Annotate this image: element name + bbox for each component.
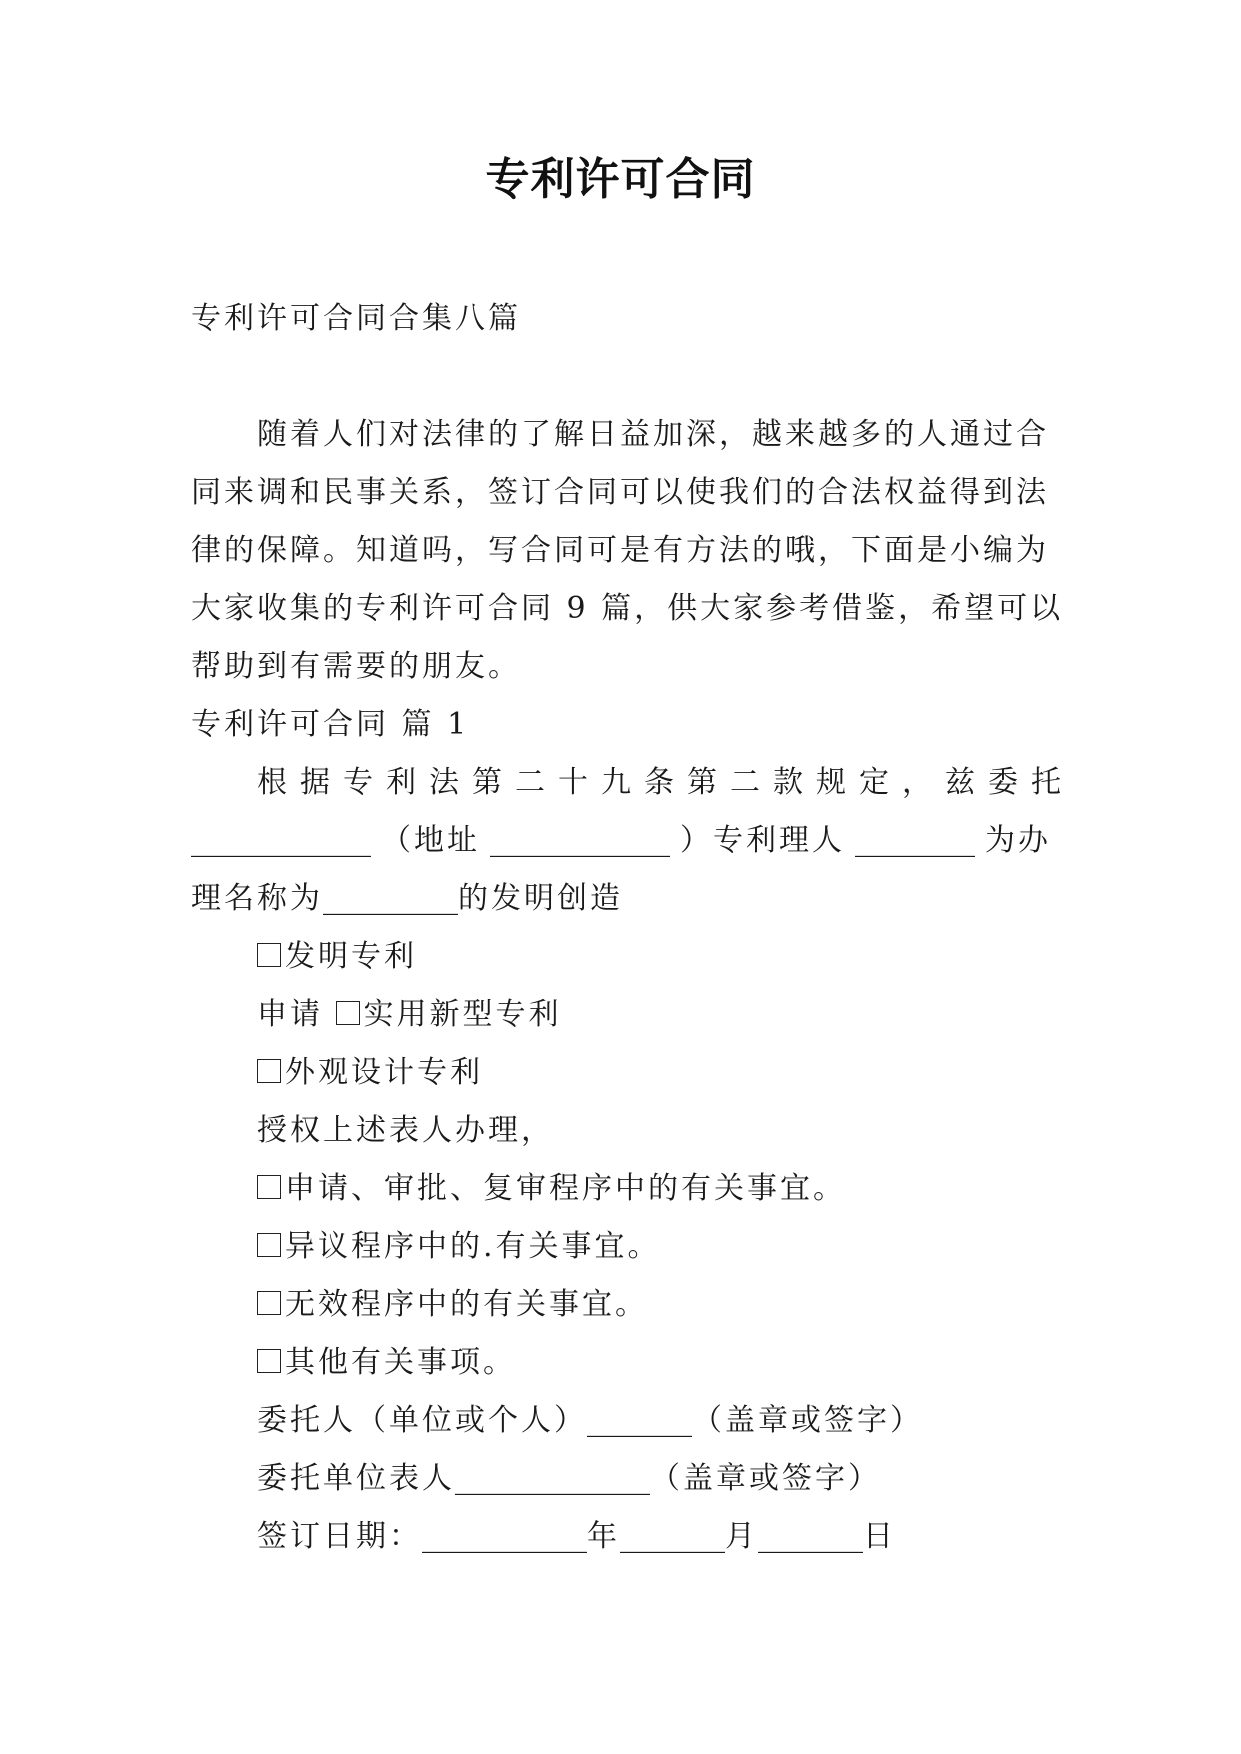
option-invention [191,928,1051,986]
intro-line-1: 随着人们对法律的了解日益加深，越来越多的人通过合 [257,417,1049,452]
invention-name-label: 理名称为 [191,881,323,916]
intro-line-2: 同来调和民事关系，签订合同可以使我们的合法权益得到法 [191,475,1049,510]
address-label: （地址 [381,823,480,858]
option-utility [191,986,1051,1044]
section-heading: 专利许可合同 篇 1 [191,707,470,742]
option-item-4-label: 其他有关事项。 [285,1345,516,1380]
option-item-3 [191,1276,1051,1334]
signature-principal [191,1392,1051,1450]
principal-note: （盖章或签字） [692,1403,923,1438]
signature-unit [191,1450,1051,1508]
clause-line-2 [191,812,1051,870]
option-item-2-label: 异议程序中的.有关事宜。 [285,1229,661,1264]
day-label: 日 [863,1519,896,1554]
checkbox-utility[interactable] [336,1001,360,1025]
option-item-3-label: 无效程序中的有关事宜。 [285,1287,648,1322]
year-label: 年 [587,1519,620,1554]
option-invention-label: 发明专利 [285,939,417,974]
intro-line-5: 帮助到有需要的朋友。 [191,649,521,684]
year-blank: ___________ [422,1519,587,1554]
option-design-label: 外观设计专利 [285,1055,483,1090]
checkbox-item-1[interactable] [257,1175,281,1199]
principal-name-blank: ____________ [191,823,371,858]
month-label: 月 [725,1519,758,1554]
address-blank: ____________ [490,823,670,858]
intro-line-3: 律的保障。知道吗，写合同可是有方法的哦，下面是小编为 [191,533,1049,568]
option-item-1-label: 申请、审批、复审程序中的有关事宜。 [285,1171,846,1206]
clause-line-1: 根据专利法第二十九条第二款规定，兹委托 [257,765,1074,800]
checkbox-item-4[interactable] [257,1349,281,1373]
option-item-4 [191,1334,1051,1392]
month-blank: _______ [620,1519,725,1554]
principal-signature-blank: _______ [587,1403,692,1438]
agent-label: ）专利理人 [680,823,845,858]
document-title: 专利许可合同 [485,154,756,205]
agent-blank: ________ [855,823,975,858]
option-item-2 [191,1218,1051,1276]
option-item-1 [191,1160,1051,1218]
invention-name-blank: _________ [323,881,458,916]
handle-label: 为办 [985,823,1051,858]
day-blank: _______ [758,1519,863,1554]
clause-line-3 [191,870,1051,928]
checkbox-invention[interactable] [257,943,281,967]
date-label: 签订日期： [257,1519,422,1554]
document-body [191,290,1074,1566]
invention-suffix: 的发明创造 [458,881,623,916]
intro-line-4: 大家收集的专利许可合同 9 篇，供大家参考借鉴，希望可以 [191,591,1064,626]
option-utility-label: 实用新型专利 [363,997,562,1032]
option-design [191,1044,1051,1102]
principal-label: 委托人（单位或个人） [257,1403,587,1438]
checkbox-item-2[interactable] [257,1233,281,1257]
unit-label: 委托单位表人 [257,1461,455,1496]
signature-date [191,1508,1051,1566]
unit-signature-blank: _____________ [455,1461,650,1496]
checkbox-item-3[interactable] [257,1291,281,1315]
checkbox-design[interactable] [257,1059,281,1083]
document-subtitle: 专利许可合同合集八篇 [191,301,521,336]
apply-label: 申请 [257,997,336,1032]
authorize-line: 授权上述表人办理， [257,1113,554,1148]
unit-note: （盖章或签字） [650,1461,881,1496]
